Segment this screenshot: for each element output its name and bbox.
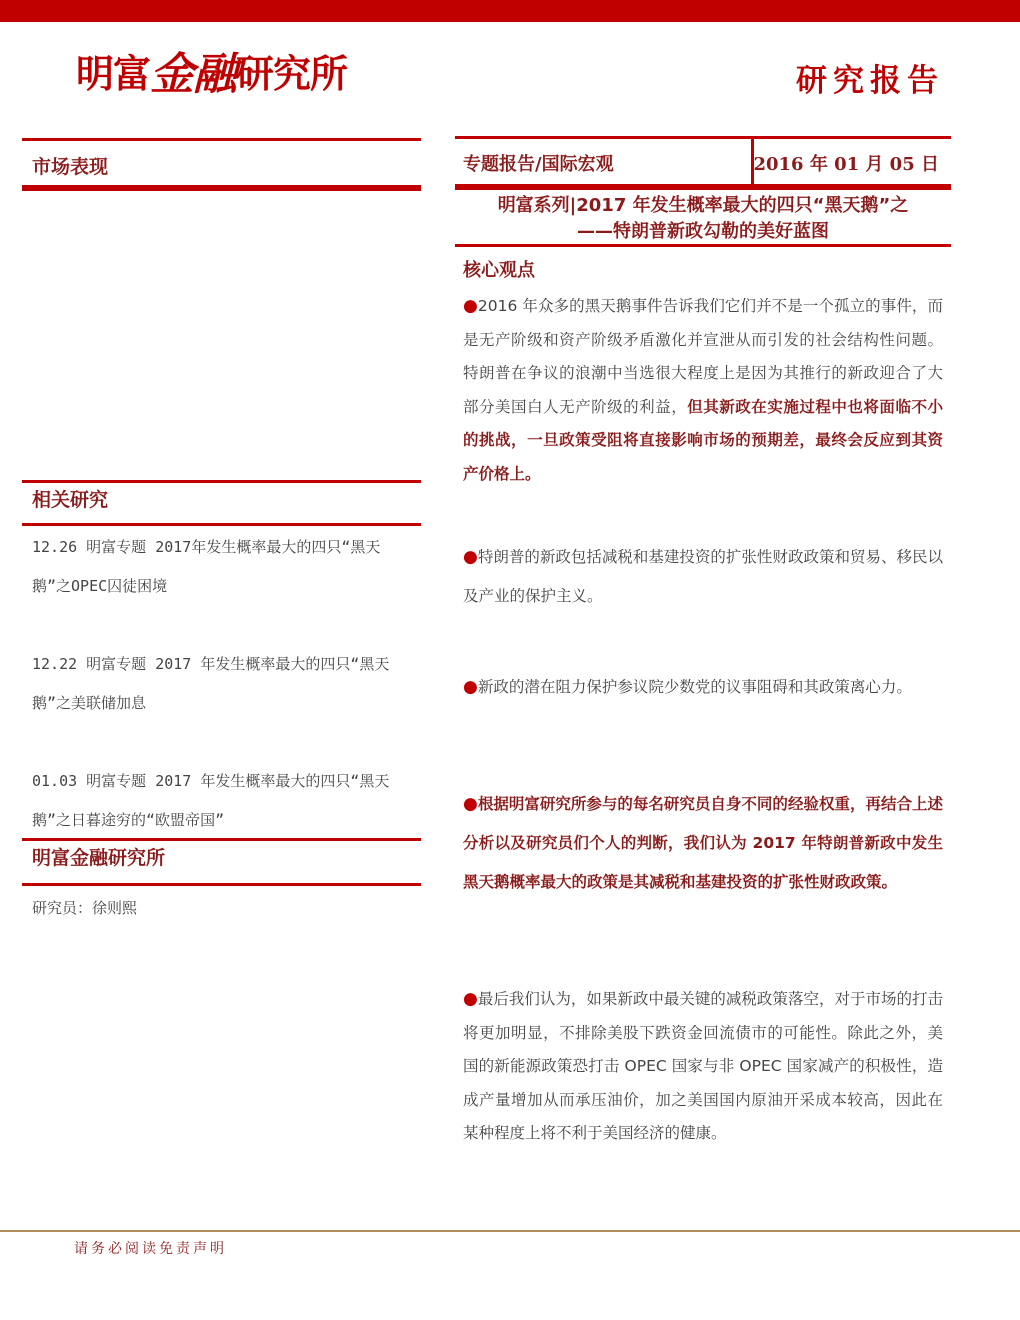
related-research-title: 相关研究 [32,489,109,511]
p5-text: 最后我们认为，如果新政中最关键的减税政策落空，对于市场的打击将更加明显，不排除美股下跌资金回流债市的可能性。除此之外，美国的新能源政策恐打击 OPEC 国家与非 OPEC 国家减产的积极性，造成产量增加从而承压油价，加之美国国内原油开采成本较高，因此在某种程度上将不利于美国经济的健康。 [463,990,943,1142]
p3-text: 新政的潜在阻力保护参议院少数党的议事阻碍和其政策离心力。 [477,678,912,696]
report-date: 2016 年 01 月 05 日 [753,154,939,175]
report-title-line2: ——特朗普新政勾勒的美好蓝图 [577,221,829,242]
related-bottom-rule [22,523,421,526]
p2-text: 特朗普的新政包括减税和基建投资的扩张性财政政策和贸易、移民以及产业的保护主义。 [463,548,943,605]
disclaimer-text[interactable]: 请务必阅读免责声明 [74,1241,227,1257]
researcher-name: 研究员：徐则熙 [32,899,138,917]
institute-top-rule [22,838,421,841]
market-top-rule [22,138,421,141]
institute-bottom-rule [22,883,421,886]
bullet-icon: ● [463,547,478,567]
header-box-bottom-rule [455,184,951,190]
bullet-icon: ● [463,794,478,814]
top-banner [0,0,1020,22]
related-item-2[interactable]: 12.22 明富专题 2017 年发生概率最大的四只“黑天鹅”之美联储加息 [32,655,390,712]
core-paragraph-2 [463,538,943,616]
bullet-icon: ● [463,677,478,697]
related-item-1[interactable]: 12.26 明富专题 2017年发生概率最大的四只“黑天鹅”之OPEC囚徒困境 [32,538,381,595]
institute-title: 明富金融研究所 [32,847,166,869]
related-top-rule [22,480,421,483]
core-paragraph-5 [463,983,943,1151]
report-title-line1: 明富系列|2017 年发生概率最大的四只“黑天鹅”之 [497,195,909,216]
report-type-label: 研究报告 [796,63,944,99]
p1-normal: 2016 年众多的黑天鹅事件告诉我们它们并不是一个孤立的事件，而是无产阶级和资产阶级矛盾激化并宣泄从而引发的社会结构性问题。特朗普在争议的浪潮中当选很大程度上是因为其推行的新政迎合了大部分美国白人无产阶级的利益， [463,297,943,416]
report-header-box [455,138,951,186]
report-title [455,193,951,245]
market-performance-title: 市场表现 [32,156,109,178]
p4-text: 根据明富研究所参与的每名研究员自身不同的经验权重，再结合上述分析以及研究员们个人的判断，我们认为 2017 年特朗普新政中发生黑天鹅概率最大的政策是其减税和基建投资的扩张性财政政策。 [463,795,943,891]
logo-calligraphy: 金融 [150,49,237,100]
core-paragraph-1 [463,290,943,491]
bullet-icon: ● [463,989,478,1009]
company-logo [76,44,348,100]
core-paragraph-4 [463,785,943,902]
bullet-icon: ● [463,296,478,316]
title-bottom-rule [455,244,951,247]
p1-bold: 但其新政在实施过程中也将面临不小的挑战，一旦政策受阻将直接影响市场的预期差，最终会反应到其资产价格上。 [463,397,943,483]
related-item-3[interactable]: 01.03 明富专题 2017 年发生概率最大的四只“黑天鹅”之日暮途穷的“欧盟帝国” [32,772,390,829]
logo-text-tail: 研究所 [236,51,348,96]
logo-text: 明富 [76,51,151,96]
core-views-title: 核心观点 [463,260,535,281]
footer-rule [0,1230,1020,1232]
core-paragraph-3 [463,668,943,707]
market-bottom-rule [22,185,421,191]
report-category: 专题报告/国际宏观 [463,154,614,175]
